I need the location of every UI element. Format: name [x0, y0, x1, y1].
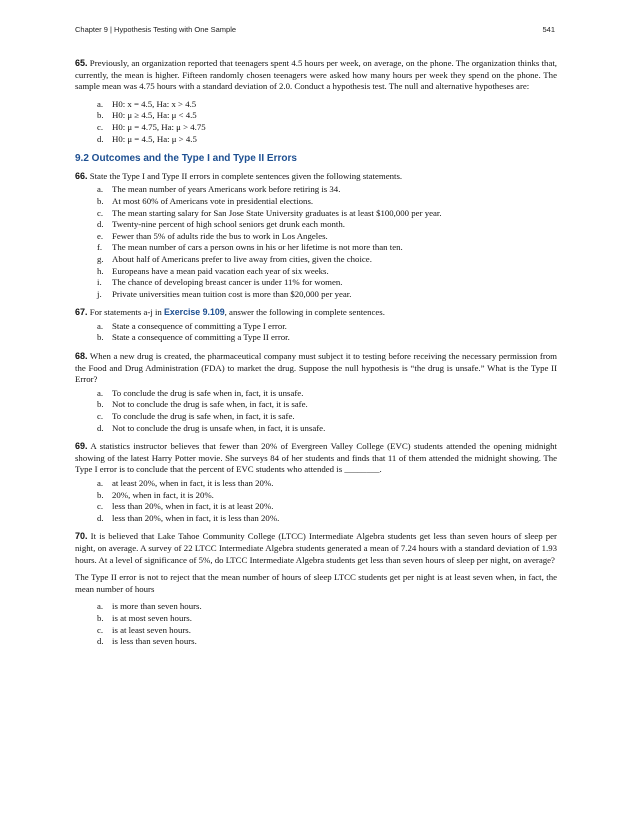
- exercise-number: 67.: [75, 307, 88, 318]
- option-text: Private universities mean tuition cost is more than $20,000 per year.: [112, 288, 352, 299]
- option-label: d.: [97, 512, 104, 523]
- exercise-70: [75, 531, 557, 647]
- option-text: H0: x = 4.5, Ha: x > 4.5: [112, 98, 197, 109]
- option-c: [97, 208, 557, 220]
- option-a: [97, 478, 557, 490]
- option-a: [97, 321, 557, 333]
- option-text: Fewer than 5% of adults ride the bus to work in Los Angeles.: [112, 230, 328, 241]
- exercise-link[interactable]: Exercise 9.109: [164, 307, 225, 318]
- option-text: Not to conclude the drug is unsafe when, in fact, it is unsafe.: [112, 422, 326, 433]
- option-d: [97, 636, 557, 648]
- option-text: State a consequence of committing a Type I error.: [112, 320, 287, 331]
- option-label: d.: [97, 219, 104, 230]
- option-label: c.: [97, 121, 104, 132]
- exercise-number: 70.: [75, 531, 88, 542]
- chapter-title: Chapter 9 | Hypothesis Testing with One Sample: [75, 25, 237, 34]
- option-b: [97, 332, 557, 344]
- exercise-68: [75, 351, 557, 434]
- section-heading: 9.2 Outcomes and the Type I and Type II Errors: [75, 153, 297, 165]
- exercise-text: When a new drug is created, the pharmaceutical company must subject it to testing before receiving the necessary permission from the Food and Drug Administration (FDA) to market the drug. Suppose the null hypothesis is “the drug is unsafe.” What is the Type II Error?: [75, 351, 558, 385]
- option-label: i.: [97, 277, 102, 288]
- option-d: [97, 134, 557, 146]
- option-text: H0: μ = 4.75, Ha: μ > 4.75: [112, 121, 206, 132]
- option-text: The mean starting salary for San Jose State University graduates is at least $100,000 per year.: [112, 207, 442, 218]
- option-label: f.: [97, 242, 103, 253]
- option-text: H0: μ ≥ 4.5, Ha: μ < 4.5: [112, 110, 197, 121]
- option-label: c.: [97, 624, 104, 635]
- exercise-text: Previously, an organization reported that teenagers spent 4.5 hours per week, on average, on the phone. The organization thinks that, currently, the mean is higher. Fifteen randomly chosen teenagers were asked how many hours per week they spend on the phone. The sample mean was 4.75 hours with a standard deviation of 2.0. Conduct a hypothesis test. The null and alternative hypotheses are:: [75, 58, 557, 92]
- answer-options: [75, 184, 557, 300]
- exercise-text: It is believed that Lake Tahoe Community College (LTCC) Intermediate Algebra students get less than seven hours of sleep per night, on average. A survey of 22 LTCC Intermediate Algebra students generated a mean of 7.24 hours with a standard deviation of 1.93 hours. At a level of significance of 5%, do LTCC Intermediate Algebra students get less than seven hours of sleep per night, on average?: [75, 531, 557, 565]
- option-text: H0: μ = 4.5, Ha: μ > 4.5: [112, 133, 197, 144]
- option-label: b.: [97, 399, 104, 410]
- option-d: [97, 513, 557, 525]
- option-a: [97, 99, 557, 111]
- option-text: At most 60% of Americans vote in presidential elections.: [112, 195, 314, 206]
- option-text: is at most seven hours.: [112, 612, 192, 623]
- option-label: b.: [97, 195, 104, 206]
- answer-options: [75, 478, 557, 524]
- option-text: Twenty-nine percent of high school seniors get drunk each month.: [112, 219, 345, 230]
- option-label: b.: [97, 489, 104, 500]
- option-label: b.: [97, 110, 104, 121]
- option-text: is at least seven hours.: [112, 624, 191, 635]
- option-label: a.: [97, 320, 104, 331]
- exercise-text-part-2: The Type II error is not to reject that the mean number of hours of sleep LTCC students get per night is at least seven when, in fact, the mean number of hours: [75, 572, 557, 594]
- option-a: [97, 601, 557, 613]
- page-header: [75, 25, 555, 37]
- option-label: a.: [97, 98, 104, 109]
- option-text: To conclude the drug is safe when, in fact, it is safe.: [112, 411, 295, 422]
- exercise-number: 66.: [75, 170, 88, 181]
- option-label: b.: [97, 332, 104, 343]
- option-d: [97, 219, 557, 231]
- option-f: [97, 242, 557, 254]
- option-label: j.: [97, 288, 102, 299]
- exercise-66: [75, 171, 557, 301]
- option-label: a.: [97, 387, 104, 398]
- exercise-65: [75, 58, 557, 145]
- option-label: c.: [97, 411, 104, 422]
- exercise-67: [75, 307, 557, 344]
- option-text: less than 20%, when in fact, it is less than 20%.: [112, 512, 280, 523]
- option-text: The mean number of cars a person owns in his or her lifetime is not more than ten.: [112, 242, 403, 253]
- option-b: [97, 490, 557, 502]
- option-b: [97, 399, 557, 411]
- option-i: [97, 277, 557, 289]
- option-text: About half of Americans prefer to live away from cities, given the choice.: [112, 253, 372, 264]
- exercise-text: State the Type I and Type II errors in complete sentences given the following statements.: [89, 170, 403, 181]
- option-text: The chance of developing breast cancer is under 11% for women.: [112, 277, 343, 288]
- page-content: [75, 58, 557, 655]
- option-label: b.: [97, 612, 104, 623]
- exercise-text: For statements a-j in: [89, 307, 162, 318]
- option-label: c.: [97, 501, 104, 512]
- option-a: [97, 184, 557, 196]
- option-text: Europeans have a mean paid vacation each year of six weeks.: [112, 265, 329, 276]
- answer-options: [75, 321, 557, 344]
- option-text: 20%, when in fact, it is 20%.: [112, 489, 214, 500]
- option-text: is less than seven hours.: [112, 636, 197, 647]
- option-b: [97, 196, 557, 208]
- option-text: at least 20%, when in fact, it is less than 20%.: [112, 478, 274, 488]
- option-text: To conclude the drug is safe when in, fact, it is unsafe.: [112, 387, 304, 398]
- option-label: e.: [97, 230, 104, 241]
- exercise-text-continued: , answer the following in complete sentences.: [224, 307, 385, 318]
- option-label: g.: [97, 253, 104, 264]
- option-text: is more than seven hours.: [112, 601, 202, 612]
- option-c: [97, 411, 557, 423]
- exercise-number: 68.: [75, 351, 88, 362]
- option-label: a.: [97, 478, 104, 488]
- option-label: h.: [97, 265, 104, 276]
- option-b: [97, 613, 557, 625]
- option-label: d.: [97, 636, 104, 647]
- page-number: 541: [542, 25, 555, 34]
- option-text: Not to conclude the drug is safe when, in fact, it is safe.: [112, 399, 308, 410]
- option-j: [97, 289, 557, 301]
- exercise-text: A statistics instructor believes that fewer than 20% of Evergreen Valley College (EVC) students attended the opening midnight showing of the latest Harry Potter movie. She surveys 84 of her students and finds that 11 of them attended the midnight showing. The Type I error is to conclude that the percent of EVC students who attended is ________.: [75, 441, 558, 475]
- option-c: [97, 501, 557, 513]
- answer-options: [75, 601, 557, 647]
- option-a: [97, 388, 557, 400]
- answer-options: [75, 99, 557, 145]
- option-label: c.: [97, 207, 104, 218]
- option-label: d.: [97, 133, 104, 144]
- option-text: The mean number of years Americans work before retiring is 34.: [112, 184, 341, 195]
- option-d: [97, 423, 557, 435]
- option-label: d.: [97, 422, 104, 433]
- option-label: a.: [97, 601, 104, 612]
- option-c: [97, 122, 557, 134]
- option-label: a.: [97, 184, 104, 195]
- option-e: [97, 231, 557, 243]
- option-h: [97, 266, 557, 278]
- exercise-number: 69.: [75, 441, 88, 452]
- exercise-number: 65.: [75, 58, 88, 68]
- exercise-69: [75, 441, 557, 524]
- option-text: less than 20%, when in fact, it is at least 20%.: [112, 501, 274, 512]
- option-c: [97, 625, 557, 637]
- answer-options: [75, 388, 557, 434]
- option-g: [97, 254, 557, 266]
- option-text: State a consequence of committing a Type II error.: [112, 332, 290, 343]
- option-b: [97, 110, 557, 122]
